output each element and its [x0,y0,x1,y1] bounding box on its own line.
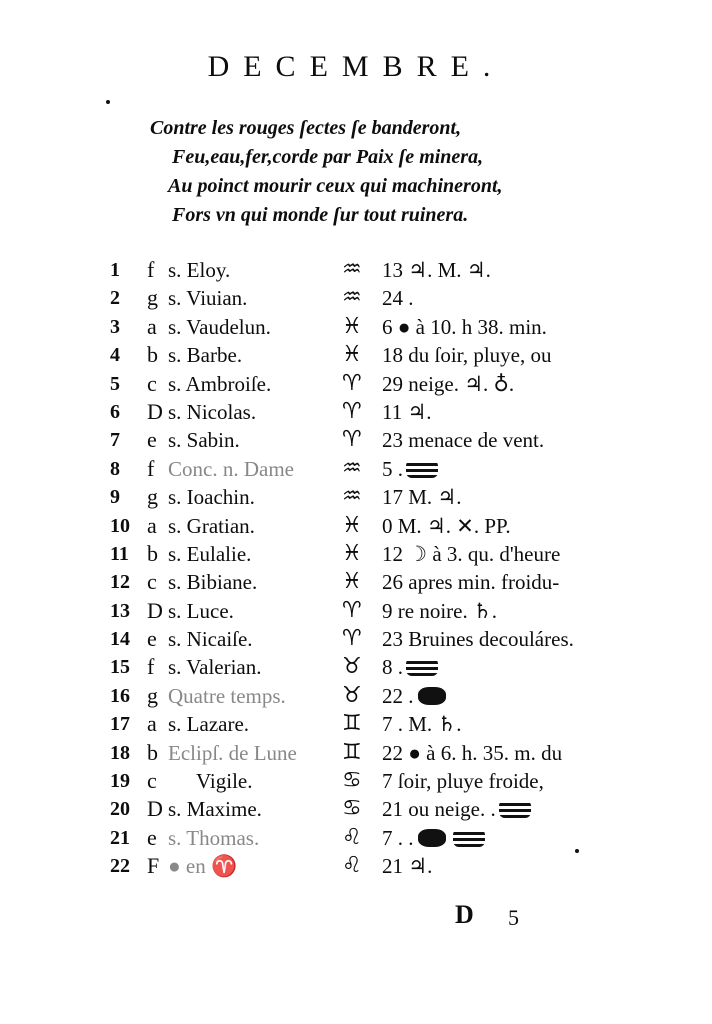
zodiac-sign: ♋ [342,796,362,822]
saint-name: s. Valerian. [168,655,262,680]
saint-name: Eclipſ. de Lune [168,740,297,765]
saint-name: Conc. n. Dame [168,456,294,481]
astro-note: 22 ● à 6. h. 35. m. du [382,740,563,765]
day-number: 2 [110,287,120,310]
zodiac-sign: ♓ [342,540,362,566]
verse-line: Feu,eau,fer,corde par Paix ſe minera, [172,146,484,168]
dominical-letter: f [147,257,155,282]
day-number: 7 [110,429,120,452]
zodiac-sign: ♓ [342,342,362,368]
saint-name: s. Vaudelun. [168,314,271,339]
calendar-row [0,341,712,369]
calendar-row [0,824,712,852]
dominical-letter: g [147,682,158,708]
zodiac-sign: ♈ [342,626,362,652]
dominical-letter: g [147,484,158,510]
saint-name: s. Thomas. [168,825,260,850]
dominical-letter: a [147,313,157,339]
cloud-symbol-icon [499,800,531,818]
astro-note: 12 ☽ à 3. qu. d'heure [382,541,561,566]
page-title: DECEMBRE. [207,50,505,83]
astro-note: 18 du ſoir, pluye, ou [382,343,552,368]
astro-note: 5 . [382,455,441,483]
signature-mark: D [455,900,474,929]
calendar-row [0,852,712,880]
saint-name: s. Bibiane. [168,570,258,595]
ink-speck [106,100,110,104]
calendar-row [0,512,712,540]
saint-name: s. Barbe. [168,343,243,368]
zodiac-sign: ♊ [342,739,362,765]
zodiac-sign: ♓ [342,569,362,595]
storm-symbol-icon [418,829,446,847]
calendar-row [0,284,712,312]
astro-note: 7 . . [382,824,488,852]
day-number: 17 [110,713,130,736]
saint-name: Quatre temps. [168,683,286,708]
calendar-row [0,426,712,454]
day-number: 18 [110,741,130,764]
dominical-letter: f [147,654,155,680]
zodiac-sign: ♒ [342,285,362,311]
calendar-row [0,540,712,568]
dominical-letter: e [147,626,157,652]
astro-note: 13 ♃. M. ♃. [382,258,491,282]
calendar-row [0,653,712,681]
astro-note: 23 menace de vent. [382,428,545,453]
calendar-row [0,767,712,795]
day-number: 21 [110,826,130,849]
dominical-letter: c [147,370,157,396]
dominical-letter: g [147,285,158,311]
zodiac-sign: ♌ [342,853,362,879]
saint-name: s. Eloy. [168,258,231,282]
calendar-row [0,625,712,653]
storm-symbol-icon [418,687,446,705]
day-number: 10 [110,514,130,537]
day-number: 6 [110,400,120,423]
astro-note: 22 . [382,682,450,710]
verse-line: Contre les rouges ſectes ſe banderont, [150,117,462,139]
zodiac-sign: ♉ [342,682,362,708]
zodiac-sign: ♌ [342,824,362,850]
dominical-letter: D [147,796,163,822]
cloud-symbol-icon [406,460,438,478]
saint-name: ● en ♈ [168,854,238,879]
saint-name: s. Luce. [168,598,234,623]
saint-name: s. Lazare. [168,712,250,737]
saint-name: s. Gratian. [168,513,255,538]
day-number: 11 [110,542,129,565]
day-number: 14 [110,628,130,651]
dominical-letter: a [147,711,157,737]
page-number: 5 [508,905,519,930]
astro-note: 29 neige. ♃. ♁. [382,371,515,396]
calendar-table [0,256,712,881]
saint-name: s. Maxime. [168,797,262,822]
saint-name: s. Nicaiſe. [168,627,253,652]
astro-note: 7 ſoir, pluye froide, [382,769,544,794]
saint-name: Vigile. [196,769,253,794]
calendar-row [0,682,712,710]
zodiac-sign: ♈ [342,597,362,623]
zodiac-sign: ♈ [342,427,362,453]
cloud-symbol-icon [453,829,485,847]
saint-name: s. Ioachin. [168,485,255,510]
day-number: 8 [110,457,120,480]
day-number: 12 [110,571,130,594]
calendar-row [0,256,712,284]
calendar-row [0,370,712,398]
astro-note: 21 ou neige. . [382,795,534,823]
dominical-letter: c [147,569,157,595]
cloud-symbol-icon [406,658,438,676]
zodiac-sign: ♈ [342,398,362,424]
calendar-row [0,398,712,426]
day-number: 16 [110,684,130,707]
calendar-row [0,568,712,596]
dominical-letter: b [147,342,158,368]
day-number: 15 [110,656,130,679]
day-number: 1 [110,259,120,281]
calendar-row [0,597,712,625]
zodiac-sign: ♒ [342,257,362,282]
zodiac-sign: ♓ [342,313,362,339]
day-number: 22 [110,855,130,878]
day-number: 4 [110,344,120,367]
day-number: 13 [110,599,130,622]
day-number: 19 [110,770,130,793]
dominical-letter: e [147,427,157,453]
zodiac-sign: ♒ [342,484,362,510]
zodiac-sign: ♈ [342,370,362,396]
zodiac-sign: ♋ [342,768,362,794]
zodiac-sign: ♓ [342,512,362,538]
verse-quatrain [150,114,670,230]
dominical-letter: c [147,768,157,794]
astro-note: 26 apres min. froidu- [382,570,560,595]
zodiac-sign: ♒ [342,455,362,481]
dominical-letter: a [147,512,157,538]
calendar-row [0,795,712,823]
calendar-row [0,313,712,341]
ink-speck [575,849,579,853]
astro-note: 21 ♃. [382,854,433,879]
dominical-letter: D [147,398,163,424]
saint-name: s. Sabin. [168,428,240,453]
astro-note: 0 M. ♃. ✕. PP. [382,513,511,538]
calendar-row [0,455,712,483]
calendar-row [0,483,712,511]
saint-name: s. Viuian. [168,286,248,311]
astro-note: 6 ● à 10. h 38. min. [382,314,547,339]
saint-name: s. Eulalie. [168,541,252,566]
dominical-letter: b [147,540,158,566]
dominical-letter: D [147,597,163,623]
day-number: 5 [110,372,120,395]
dominical-letter: e [147,824,157,850]
saint-name: s. Nicolas. [168,399,257,424]
dominical-letter: f [147,455,155,481]
astro-note: 9 re noire. ♄. [382,598,498,623]
day-number: 9 [110,486,120,509]
verse-line: Fors vn qui monde ſur tout ruinera. [172,204,469,226]
dominical-letter: F [147,853,160,879]
day-number: 3 [110,315,120,338]
calendar-row [0,739,712,767]
zodiac-sign: ♊ [342,711,362,737]
astro-note: 23 Bruines decouláres. [382,627,574,652]
saint-name: s. Ambroiſe. [168,371,272,396]
astro-note: 11 ♃. [382,399,432,424]
astro-note: 7 . M. ♄. [382,712,462,737]
astro-note: 17 M. ♃. [382,485,462,510]
astro-note: 8 . [382,653,441,681]
day-number: 20 [110,798,130,821]
verse-line: Au poinct mourir ceux qui machineront, [168,175,503,197]
zodiac-sign: ♉ [342,654,362,680]
astro-note: 24 . [382,286,414,311]
calendar-row [0,710,712,738]
dominical-letter: b [147,739,158,765]
